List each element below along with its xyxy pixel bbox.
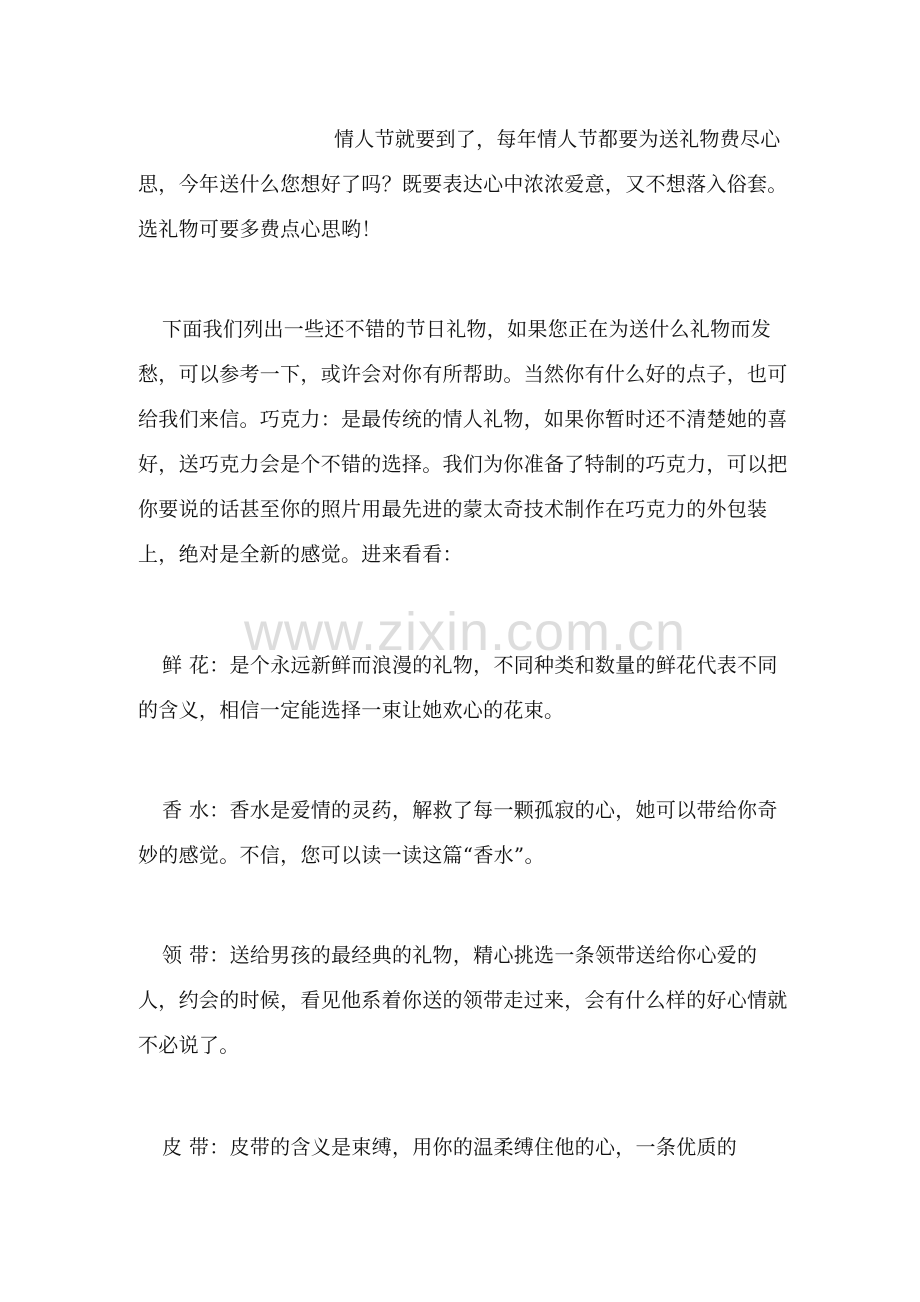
paragraph-perfume: 香 水：香水是爱情的灵药，解救了每一颗孤寂的心，她可以带给你奇妙的感觉。不信，您可以读一读这篇“香水”。: [138, 798, 778, 867]
paragraph-tie: 领 带：送给男孩的最经典的礼物，精心挑选一条领带送给你心爱的人，约会的时候，看见他系着你送的领带走过来，会有什么样的好心情就不必说了。: [138, 943, 788, 1057]
paragraph-intro: 情人节就要到了，每年情人节都要为送礼物费尽心思，今年送什么您想好了吗？既要表达心中浓浓爱意，又不想落入俗套。选礼物可要多费点心思哟！: [138, 127, 788, 241]
paragraph-belt: 皮 带：皮带的含义是束缚，用你的温柔缚住他的心，一条优质的: [162, 1135, 738, 1159]
watermark: www.zixin.com.cn: [243, 602, 687, 662]
paragraph-gift-list-intro: 下面我们列出一些还不错的节日礼物，如果您正在为送什么礼物而发愁，可以参考一下，或许会对你有所帮助。当然你有什么好的点子，也可给我们来信。巧克力：是最传统的情人礼物，如果你暂时还不清楚她的喜好，送巧克力会是个不错的选择。我们为你准备了特制的巧克力，可以把你要说的话甚至你的照片用最先进的蒙太奇技术制作在巧克力的外包装上，绝对是全新的感觉。进来看看：: [138, 317, 788, 566]
paragraph-flowers: 鲜 花：是个永远新鲜而浪漫的礼物，不同种类和数量的鲜花代表不同的含义，相信一定能选择一束让她欢心的花束。: [138, 653, 778, 722]
